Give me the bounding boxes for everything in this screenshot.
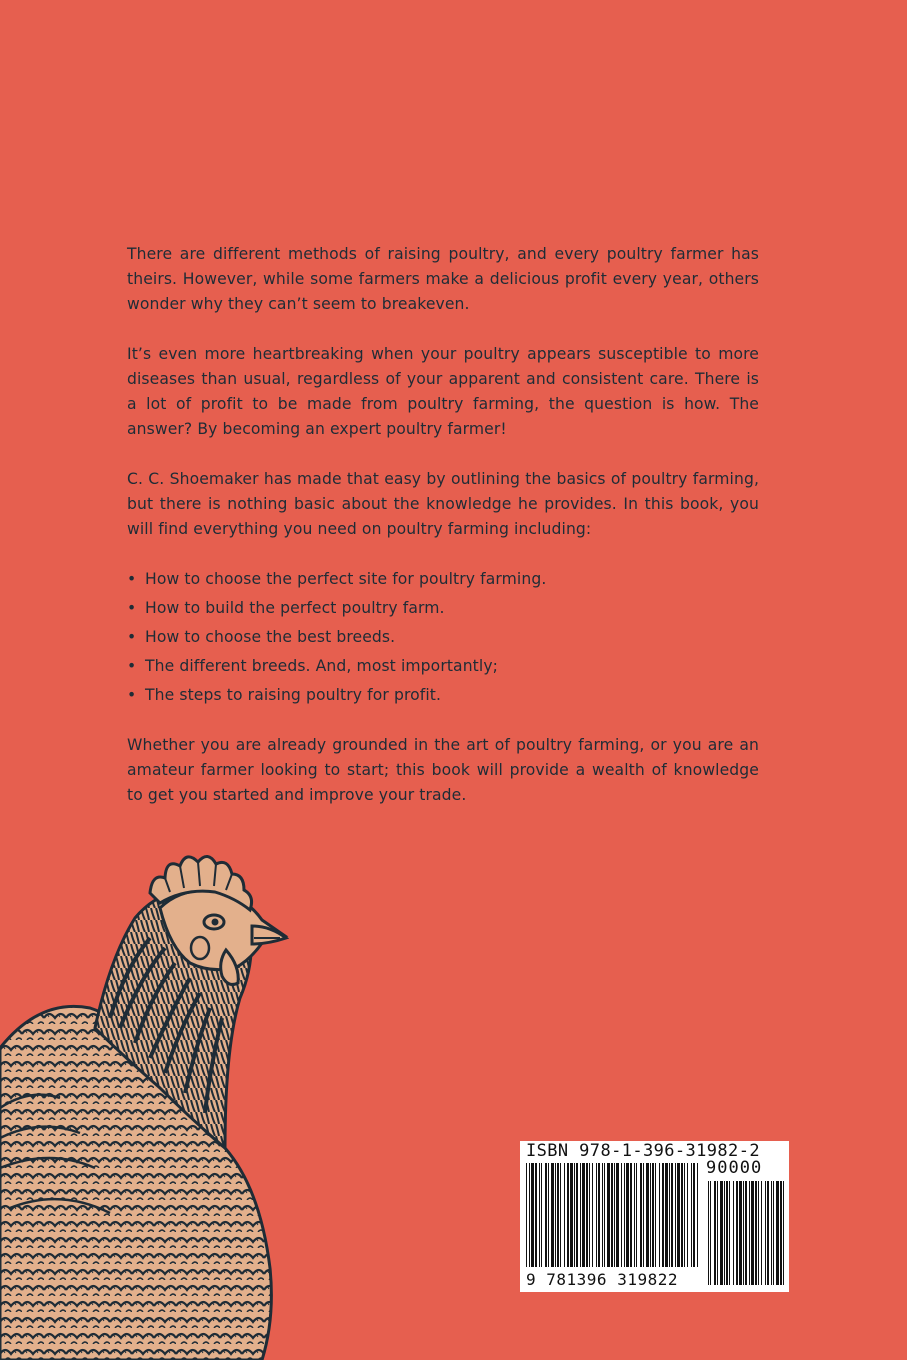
barcode-bar	[580, 1163, 581, 1267]
barcode-bar	[675, 1163, 676, 1267]
barcode-bar	[596, 1163, 597, 1267]
barcode-bar	[576, 1163, 578, 1267]
barcode-bar	[592, 1163, 593, 1267]
hen-illustration	[0, 848, 300, 1360]
feature-list-item: • How to build the perfect poultry farm.	[127, 596, 759, 621]
feature-list-item: • The different breeds. And, most importantly;	[127, 654, 759, 679]
barcode-addon-bar	[717, 1181, 718, 1285]
barcode-bar	[626, 1163, 629, 1267]
blurb-closing-paragraph: Whether you are already grounded in the art of poultry farming, or you are an amateur farmer looking to start; this book will provide a wealth of knowledge to get you started and improve your trade.	[127, 736, 759, 804]
barcode-bar	[662, 1163, 664, 1267]
barcode-addon-bar	[767, 1181, 769, 1285]
barcode-bar	[684, 1163, 685, 1267]
barcode-bar	[570, 1163, 573, 1267]
barcode-bar	[586, 1163, 588, 1267]
bullet-icon: •	[127, 628, 137, 646]
barcode-bar	[655, 1163, 656, 1267]
barcode-bar	[564, 1163, 565, 1267]
feature-list-item: • How to choose the perfect site for poultry farming.	[127, 567, 759, 592]
bullet-icon: •	[127, 686, 137, 704]
price-code: 90000	[706, 1158, 763, 1178]
barcode-bar	[589, 1163, 590, 1267]
barcode-addon-bar	[714, 1181, 716, 1285]
barcode-bar	[529, 1163, 530, 1267]
back-cover-blurb	[127, 242, 759, 833]
barcode-bar	[607, 1163, 610, 1267]
barcode-bar	[616, 1163, 619, 1267]
barcode-bar	[634, 1163, 635, 1267]
feature-list-item: • How to choose the best breeds.	[127, 625, 759, 650]
barcode-bar	[650, 1163, 651, 1267]
barcode-bar	[646, 1163, 649, 1267]
barcode-bar	[659, 1163, 660, 1267]
barcode-bar	[541, 1163, 542, 1267]
barcode-bar	[621, 1163, 622, 1267]
barcode-bar	[665, 1163, 668, 1267]
barcode-bar	[548, 1163, 549, 1267]
barcode-addon-bar	[780, 1181, 782, 1285]
barcode-bar	[693, 1163, 695, 1267]
barcode-addon-bar	[724, 1181, 725, 1285]
bullet-icon: •	[127, 570, 137, 588]
barcode-bar	[545, 1163, 547, 1267]
ean-digits: 9 781396 319822	[526, 1270, 678, 1289]
barcode-addon-bar	[765, 1181, 766, 1285]
barcode-bar	[681, 1163, 683, 1267]
barcode-bar	[555, 1163, 556, 1267]
barcode-addon-bar	[749, 1181, 750, 1285]
isbn-label: ISBN 978-1-396-31982-2	[526, 1141, 760, 1161]
barcode-bar	[535, 1163, 537, 1267]
barcode-bar	[557, 1163, 559, 1267]
barcode-bar	[636, 1163, 637, 1267]
barcode-addon-bar	[755, 1181, 757, 1285]
blurb-paragraph-1: There are different methods of raising poultry, and every poultry farmer has theirs. However, while some farmers make a delicious profit every year, others wonder why they can’t seem to breakeven.	[127, 245, 759, 313]
barcode-bar	[687, 1163, 688, 1267]
barcode-addon-bar	[743, 1181, 744, 1285]
barcode-addon-bar	[708, 1181, 709, 1285]
barcode-addon-bar	[729, 1181, 730, 1285]
barcode-addon-bar	[710, 1181, 711, 1285]
barcode-addon-bar	[736, 1181, 738, 1285]
barcode-bar	[611, 1163, 613, 1267]
barcode-addon-bar	[751, 1181, 754, 1285]
barcode-bar	[671, 1163, 673, 1267]
barcode-addon-bar	[745, 1181, 747, 1285]
barcode-bar	[598, 1163, 600, 1267]
barcode-bar	[526, 1163, 527, 1267]
blurb-paragraph-3: C. C. Shoemaker has made that easy by outlining the basics of poultry farming, but there is nothing basic about the knowledge he provides. In this book, you will find everything you need on poultry farming including:	[127, 470, 759, 538]
barcode-addon-bar	[758, 1181, 759, 1285]
barcode-bar	[624, 1163, 625, 1267]
feature-list	[127, 567, 759, 708]
blurb-paragraph-2: It’s even more heartbreaking when your poultry appears susceptible to more diseases than usual, regardless of your apparent and consistent care. There is a lot of profit to be made from poultry farming, the question is how. The answer? By becoming an expert poultry farmer!	[127, 345, 759, 438]
barcode-addon-bar	[726, 1181, 728, 1285]
feature-list-item: • The steps to raising poultry for profit.	[127, 683, 759, 708]
bullet-icon: •	[127, 657, 137, 675]
barcode-bar	[602, 1163, 603, 1267]
barcode-bar	[582, 1163, 585, 1267]
barcode-bar	[574, 1163, 575, 1267]
barcode-addon-bar	[773, 1181, 774, 1285]
barcode-bar	[652, 1163, 654, 1267]
barcode-addon-bar	[783, 1181, 784, 1285]
barcode-bar	[560, 1163, 561, 1267]
bullet-icon: •	[127, 599, 137, 617]
barcode-bar	[669, 1163, 670, 1267]
barcode-bar	[614, 1163, 615, 1267]
barcode-addon-bar	[776, 1181, 779, 1285]
barcode-bar	[640, 1163, 642, 1267]
barcode-bar	[604, 1163, 605, 1267]
barcode-addon-bar	[739, 1181, 742, 1285]
barcode-addon-bar	[733, 1181, 734, 1285]
isbn-barcode	[520, 1141, 789, 1292]
barcode-bar	[643, 1163, 644, 1267]
hen-beak	[252, 926, 286, 944]
barcode-addon-bar	[761, 1181, 762, 1285]
barcode-addon-bar	[720, 1181, 723, 1285]
barcode-bar	[677, 1163, 680, 1267]
barcode-bar	[697, 1163, 698, 1267]
barcode-addon-bar	[771, 1181, 772, 1285]
barcode-bar	[551, 1163, 554, 1267]
barcode-bar	[539, 1163, 540, 1267]
barcode-bar	[691, 1163, 692, 1267]
barcode-bar	[567, 1163, 569, 1267]
barcode-bar	[531, 1163, 534, 1267]
barcode-bar	[630, 1163, 632, 1267]
